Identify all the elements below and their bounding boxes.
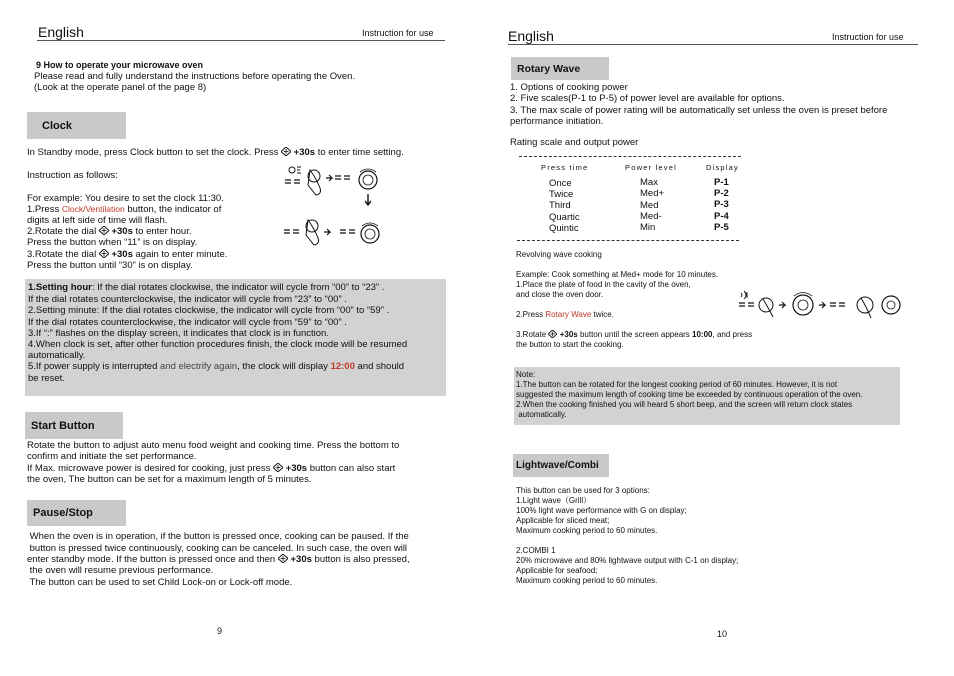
dial-knob-icon (359, 169, 377, 189)
table-row-display: P-2 (714, 188, 729, 199)
rotate-line: 3.Rotate +30s button until the screen appears 10:00, and press (516, 330, 753, 339)
clock-note-3: 2.Setting minute: If the dial rotates clockwise, the indicator will cycle from “00” to “59” . (28, 305, 390, 316)
dial-icon (281, 147, 291, 156)
table-row-power: Med+ (640, 188, 665, 199)
clock-procedure-illustration (280, 164, 390, 252)
rotate-line-2: the button to start the cooking. (516, 340, 624, 349)
table-row-power: Max (640, 177, 658, 188)
intro-line-2: (Look at the operate panel of the page 8) (34, 82, 207, 93)
clock-step-2: 2.Rotate the dial +30s to enter hour. (27, 226, 192, 237)
clock-step-1b: digits at left side of time will flash. (27, 215, 168, 226)
clock-note-7: automatically. (28, 350, 86, 361)
rotary-line-1: 1. Options of cooking power (510, 82, 628, 93)
clock-step-3: 3.Rotate the dial +30s again to enter minute. (27, 249, 228, 260)
table-row-display: P-1 (714, 177, 729, 188)
clock-step-3b: Press the button until “30” is on display. (27, 260, 193, 271)
clock-note-1: 1.Setting hour: If the dial rotates clockwise, the indicator will cycle from “00” to “23” . (28, 282, 385, 293)
clock-note-4: If the dial rotates counterclockwise, the indicator will cycle from “59” to “00” . (28, 317, 347, 328)
right-header-language: English (508, 28, 554, 44)
pause-stop-section-title: Pause/Stop (27, 500, 126, 526)
clock-button-icon (285, 167, 301, 183)
start-line-3: If Max. microwave power is desired for cooking, just press +30s button can also start (27, 463, 396, 474)
right-header-instruction: Instruction for use (832, 32, 904, 42)
rotary-line-2: 2. Five scales(P-1 to P-5) of power level are available for options. (510, 93, 785, 104)
rotary-note-line: 1.The button can be rotated for the longest cooking period of 60 minutes. However, it is not (516, 380, 838, 389)
dial-icon (273, 463, 283, 472)
left-header-instruction: Instruction for use (362, 28, 434, 38)
dial-icon (548, 330, 557, 338)
arrow-right-icon (779, 302, 785, 308)
pressing-finger-icon (857, 297, 873, 318)
display-digits-icon (830, 303, 845, 306)
display-digits-icon (340, 230, 355, 233)
pressing-finger-icon (306, 220, 319, 245)
table-header-power-level: Power level (625, 163, 677, 172)
lightwave-combi-section-title: Lightwave/Combi (513, 454, 609, 477)
lightwave-line: Applicable for sliced meat; (516, 516, 610, 525)
arrow-right-icon (326, 175, 332, 181)
clock-note-8: 5.If power supply is interrupted and electrify again, the clock will display 12:00 and should (28, 361, 405, 372)
pause-line-3: enter standby mode. If the button is pressed once and then +30s button is also pressed, (27, 554, 410, 565)
dial-icon (99, 249, 109, 258)
rotary-note-line: 2.When the cooking finished you will heard 5 short beep, and the screen will return clock states (516, 400, 853, 409)
start-button-section-title: Start Button (25, 412, 123, 439)
pressing-finger-icon (759, 298, 773, 317)
lightwave-line: This button can be used for 3 options: (516, 486, 650, 495)
intro-line-1: Please read and fully understand the instructions before operating the Oven. (34, 71, 356, 82)
rotary-wave-section-title: Rotary Wave (511, 57, 609, 80)
table-row-press: Quartic (549, 212, 580, 223)
arrow-down-icon (365, 194, 371, 205)
pause-line-4: the oven will resume previous performance. (27, 565, 214, 576)
table-header-press-time: Press time (541, 163, 589, 172)
right-page-number: 10 (717, 629, 728, 639)
start-line-2: confirm and initiate the set performance. (27, 451, 197, 462)
lightwave-line: Maximum cooking period to 60 minutes. (516, 526, 658, 535)
pause-line-5: The button can be used to set Child Lock-on or Lock-off mode. (27, 577, 293, 588)
table-row-press: Quintic (549, 223, 579, 234)
table-row-power: Med (640, 200, 659, 211)
table-row-press: Third (549, 200, 571, 211)
dial-icon (278, 554, 288, 563)
lightwave-line: 1.Light wave（Grill） (516, 496, 592, 505)
start-line-4: the oven, The button can be set for a maximum length of 5 minutes. (27, 474, 312, 485)
pause-line-2: button is pressed twice continuously, cooking can be canceled. In such case, the oven will (27, 543, 408, 554)
revolving-label: Revolving wave cooking (516, 250, 602, 259)
pressing-finger-icon (308, 170, 321, 195)
example-line-3: and close the oven door. (516, 290, 604, 299)
table-header-display: Display (706, 163, 739, 172)
rotary-note-line: suggested the maximum length of cooking time be exceeded by continuous operation of the oven. (516, 390, 863, 399)
pause-line-1: When the oven is in operation, if the button is pressed once, cooking can be paused. If the (27, 531, 409, 542)
table-row-display: P-3 (714, 199, 729, 210)
lightwave-line: 100% light wave performance with G on display; (516, 506, 687, 515)
dial-icon (99, 226, 109, 235)
clock-step-2b: Press the button when “11” is on display. (27, 237, 198, 248)
clock-section-title: Clock (27, 112, 126, 139)
lightwave-line: 2.COMBI 1 (516, 546, 556, 555)
rotary-procedure-illustration (735, 287, 903, 321)
table-bottom-rule (517, 240, 739, 241)
example-line-1: Example: Cook something at Med+ mode for 10 minutes. (516, 270, 719, 279)
table-row-press: Once (549, 178, 572, 189)
instruction-label: Instruction as follows: (27, 170, 118, 181)
rotary-line-3: 3. The max scale of power rating will be automatically set unless the oven is preset before (510, 105, 888, 116)
intro-title: 9 How to operate your microwave oven (36, 60, 204, 70)
clock-note-2: If the dial rotates counterclockwise, the indicator will cycle from “23” to “00” . (28, 294, 347, 305)
display-digits-icon (284, 230, 299, 233)
arrow-right-icon (324, 229, 330, 235)
dial-knob-icon (361, 223, 379, 243)
dial-knob-icon (882, 296, 900, 314)
table-top-rule (519, 156, 741, 157)
rotary-note-title: Note: (516, 370, 536, 379)
example-line-2: 1.Place the plate of food in the cavity of the oven, (516, 280, 691, 289)
clock-example: For example: You desire to set the clock 11:30. (27, 193, 224, 204)
press-rotary-line: 2.Press Rotary Wave twice. (516, 310, 614, 319)
display-digits-icon (335, 176, 350, 179)
rating-scale-label: Rating scale and output power (510, 137, 639, 148)
clock-note-6: 4.When clock is set, after other function procedures finish, the clock mode will be resumed (28, 339, 408, 350)
rotary-line-4: performance initiation. (510, 116, 604, 127)
table-row-press: Twice (549, 189, 574, 200)
table-row-power: Min (640, 222, 656, 233)
lightwave-line: Maximum cooking period to 60 minutes. (516, 576, 658, 585)
clock-paragraph: In Standby mode, press Clock button to set the clock. Press +30s to enter time setting. (27, 147, 404, 158)
clock-note-5: 3.If “:” flashes on the display screen, it indicates that clock is in function. (28, 328, 329, 339)
clock-step-1: 1.Press Clock/Ventilation button, the indicator of (27, 204, 222, 215)
dial-knob-icon (793, 293, 813, 316)
rotary-note-line: automatically. (516, 410, 567, 419)
clock-note-9: be reset. (28, 373, 65, 384)
table-row-power: Med- (640, 211, 662, 222)
left-header-language: English (38, 24, 84, 40)
left-header-rule (37, 40, 445, 41)
lightwave-line: 20% microwave and 80% lightwave output with C-1 on display; (516, 556, 739, 565)
left-page-number: 9 (217, 626, 223, 636)
arrow-right-icon (819, 302, 825, 308)
table-row-display: P-4 (714, 211, 729, 222)
lightwave-line: Applicable for seafood; (516, 566, 598, 575)
rotary-wave-button-icon (739, 291, 754, 306)
right-header-rule (508, 44, 918, 45)
start-line-1: Rotate the button to adjust auto menu food weight and cooking time. Press the bottom to (27, 440, 400, 451)
table-row-display: P-5 (714, 222, 729, 233)
